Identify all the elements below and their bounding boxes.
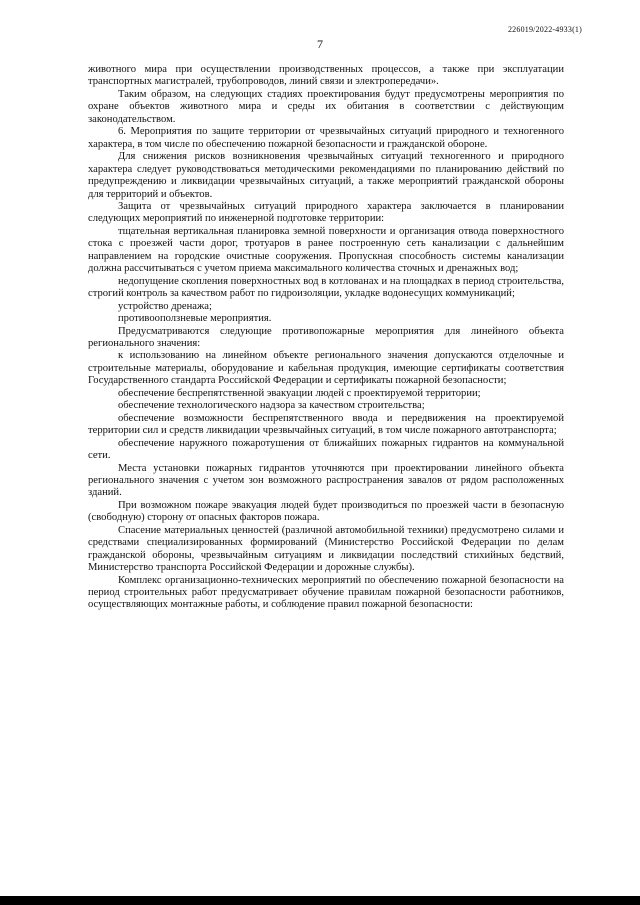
section-heading-6: 6. Мероприятия по защите территории от чрезвычайных ситуаций природного и техногенного характера, в том числе по обеспечению пожарной безопасности и гражданской обороне. — [88, 126, 564, 150]
paragraph-2: Таким образом, на следующих стадиях проектирования будут предусмотрены мероприятия по охране объектов животного мира и среды их обитания в соответствии с действующим законодательством. — [88, 88, 564, 125]
list-item-supervision: обеспечение технологического надзора за качеством строительства; — [118, 400, 425, 412]
list-item-materials: к использованию на линейном объекте регионального значения допускаются отделочные и строительные материалы, оборудование и кабельная продукция, имеющие сертификаты соответствия Государственного стандарта Российской Федерации и сертификаты пожарной безопасности; — [88, 350, 564, 387]
paragraph-4: Защита от чрезвычайных ситуаций природного характера заключается в планировании следующих мероприятий по инженерной подготовке территории: — [88, 200, 564, 225]
paragraph-9: Комплекс организационно-технических мероприятий по обеспечению пожарной безопасности на период строительных работ предусматривает обучение правилам пожарной безопасности работников, осуществляющих монтажные работы, и соблюдение правил пожарной безопасности: — [88, 574, 564, 611]
scan-bottom-border — [0, 896, 640, 905]
document-body — [88, 64, 564, 612]
paragraph-7: При возможном пожаре эвакуация людей будет производиться по проезжей части в безопасную (свободную) сторону от опасных факторов пожара. — [88, 499, 564, 524]
list-item-water: недопущение скопления поверхностных вод в котлованах и на площадках в период строительства, строгий контроль за качеством работ по гидроизоляции, укладке водонесущих коммуникаций; — [88, 275, 564, 300]
paragraph-1: животного мира при осуществлении производственных процессов, а также при эксплуатации транспортных магистралей, трубопроводов, линий связи и электропередачи». — [88, 64, 564, 88]
list-item-landslide: противооползневые мероприятия. — [118, 313, 272, 325]
document-number: 226019/2022-4933(1) — [507, 25, 582, 34]
page-number: 7 — [317, 37, 323, 51]
list-item-hydrants: обеспечение наружного пожаротушения от ближайших пожарных гидрантов на коммунальной сети. — [88, 437, 564, 462]
list-item-access: обеспечение возможности беспрепятственного ввода и передвижения на проектируемой территории сил и средств ликвидации чрезвычайных ситуаций, в том числе пожарного автотранспорта; — [88, 412, 564, 437]
list-item-evacuation: обеспечение беспрепятственной эвакуации людей с проектируемой территории; — [118, 387, 481, 399]
list-item-drainage: устройство дренажа; — [118, 300, 212, 312]
paragraph-3: Для снижения рисков возникновения чрезвычайных ситуаций техногенного и природного характера следует руководствоваться методическими рекомендациями по планированию действий по предупреждению и ликвидации чрезвычайных ситуаций, а также мероприятий гражданской обороны для территорий и объектов. — [88, 151, 564, 200]
paragraph-5: Предусматриваются следующие противопожарные мероприятия для линейного объекта регионального значения: — [88, 325, 564, 349]
paragraph-6: Места установки пожарных гидрантов уточняются при проектировании линейного объекта регионального значения с учетом зон возможного распространения завалов от рядом расположенных зданий. — [88, 462, 564, 499]
list-item-planning: тщательная вертикальная планировка земной поверхности и организация отвода поверхностного стока с проезжей части дорог, тротуаров в ранее построенную сеть канализации с дальнейшим направлением на городские очистные сооружения. Пропускная способность системы канализации должна рассчитываться с учетом приема максимального количества сточных и дренажных вод; — [88, 225, 564, 275]
paragraph-8: Спасение материальных ценностей (различной автомобильной техники) предусмотрено силами и средствами специализированных формирований (Министерство Российской Федерации по делам гражданской обороны, чрезвычайным ситуациям и ликвидации последствий стихийных бедствий, Министерство транспорта Российской Федерации и дорожные службы). — [88, 524, 564, 574]
